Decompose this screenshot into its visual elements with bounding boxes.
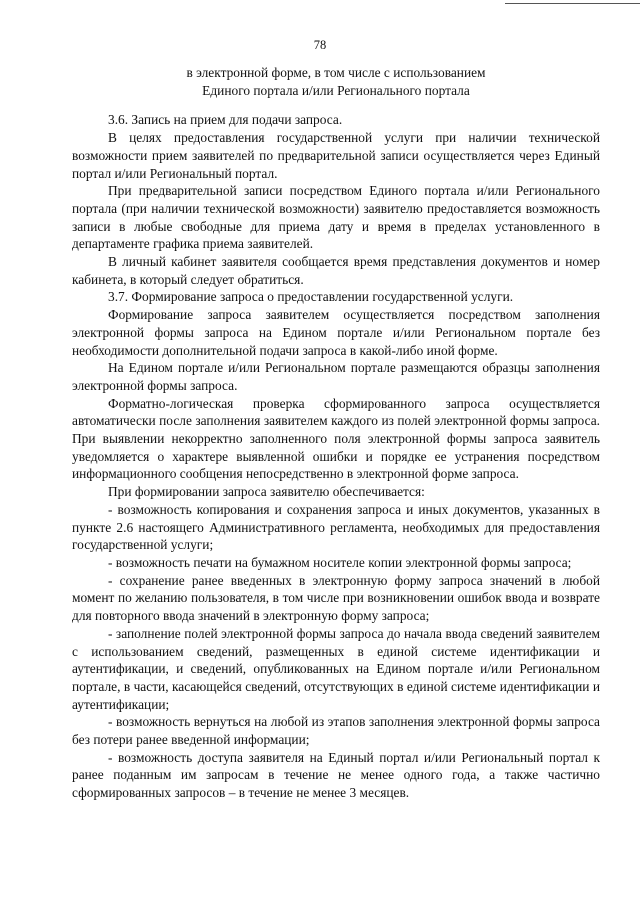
- list-item: - возможность доступа заявителя на Единый портал и/или Региональный портал к ранее поданным им запросам в течение не менее одного года, а также частично сформированных запросов – в течение не менее 3 месяцев.: [72, 749, 600, 801]
- paragraph: Формирование запроса заявителем осуществляется посредством заполнения электронной формы запроса на Едином портале и/или Региональном портале без необходимости дополнительной подачи запроса в какой-либо иной форме.: [72, 307, 600, 358]
- paragraph: При формировании запроса заявителю обеспечивается:: [108, 484, 425, 500]
- list-item: - возможность печати на бумажном носителе копии электронной формы запроса;: [108, 554, 572, 570]
- paragraph: В личный кабинет заявителя сообщается время представления документов и номер кабинета, в который следует обратиться.: [72, 254, 600, 287]
- list-item: - заполнение полей электронной формы запроса до начала ввода сведений заявителем с использованием сведений, размещенных в единой системе идентификации и аутентификации, и сведений, опубликованных на Едином портале и/или Региональном портале, в части, касающейся сведений, отсутствующих в единой системе идентификации и аутентификации;: [72, 625, 600, 712]
- heading-line-1: в электронной форме, в том числе с использованием: [186, 65, 486, 80]
- list-item: - возможность копирования и сохранения запроса и иных документов, указанных в пункте 2.6 настоящего Административного регламента, необходимых для предоставления государственной услуги;: [72, 501, 600, 553]
- section-heading: [72, 64, 600, 99]
- scan-edge-line: [505, 3, 640, 4]
- document-body: [72, 64, 600, 802]
- paragraph: При предварительной записи посредством Единого портала и/или Регионального портала (при наличии технической возможности) заявителю предоставляется возможность записи в любые свободные для приема дату и время в пределах установленного в департаменте графика приема заявителей.: [72, 183, 600, 252]
- heading-line-2: Единого портала и/или Регионального портала: [202, 82, 470, 98]
- list-item: - возможность вернуться на любой из этапов заполнения электронной формы запроса без потери ранее введенной информации;: [72, 714, 600, 748]
- list-item: - сохранение ранее введенных в электронную форму запроса значений в любой момент по желанию пользователя, в том числе при возникновении ошибок ввода и возврате для повторного ввода значений в электронную форму запроса;: [72, 572, 600, 624]
- paragraph: В целях предоставления государственной услуги при наличии технической возможности прием заявителей по предварительной записи осуществляется через Единый портал и/или Региональный портал.: [72, 130, 600, 181]
- paragraph: Форматно-логическая проверка сформированного запроса осуществляется автоматически после заполнения заявителем каждого из полей электронной формы запроса. При выявлении некорректно заполненного поля электронной формы запроса заявитель уведомляется о характере выявленной ошибки и порядке ее устранения посредством информационного сообщения непосредственно в электронной форме запроса.: [72, 395, 600, 482]
- paragraph-3-7-title: 3.7. Формирование запроса о предоставлении государственной услуги.: [108, 289, 514, 305]
- paragraph-3-6-title: 3.6. Запись на прием для подачи запроса.: [108, 112, 343, 128]
- paragraph: На Едином портале и/или Региональном портале размещаются образцы заполнения электронной формы запроса.: [72, 360, 600, 393]
- page-number: 78: [313, 38, 327, 52]
